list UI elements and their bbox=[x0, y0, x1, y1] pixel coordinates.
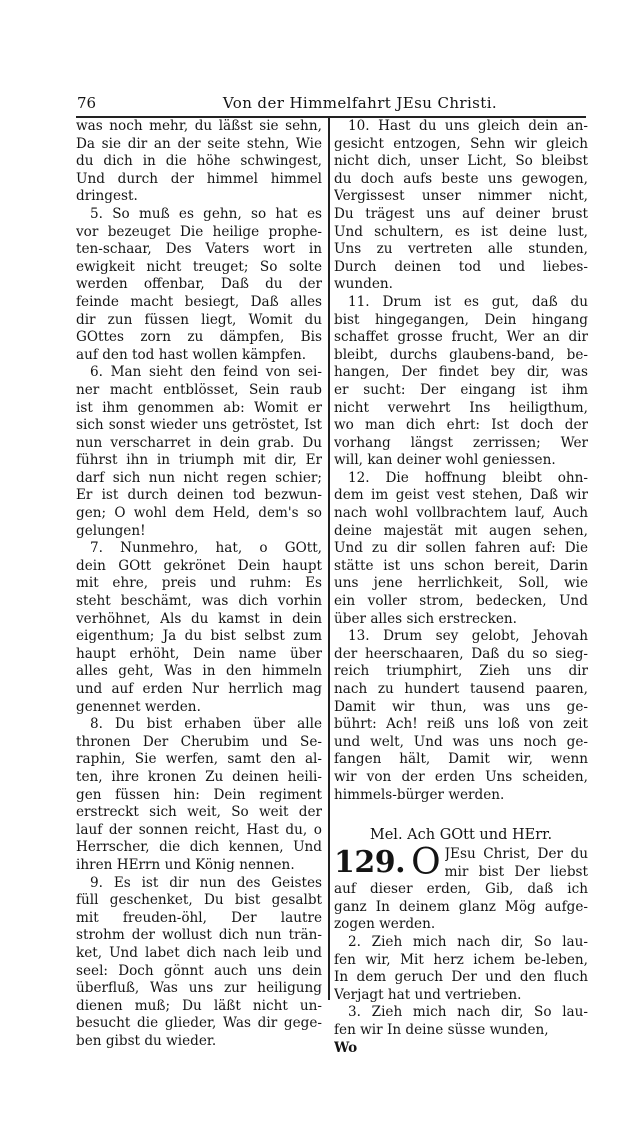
text-line: Da sie dir an der seite stehn, Wie bbox=[76, 135, 322, 152]
text-line: zogen werden. bbox=[334, 916, 436, 933]
text-line: auf den tod hast wollen kämpfen. bbox=[76, 346, 307, 363]
text-line: feinde macht besiegt, Daß alles bbox=[76, 293, 322, 310]
text-line: nach zu hundert tausend paaren, bbox=[334, 681, 588, 697]
text-line: führst ihn in triumph mit dir, Er bbox=[76, 452, 322, 469]
text-line: Uns zu vertreten alle stunden, bbox=[334, 241, 588, 258]
text-line: und auf erden Nur herrlich mag bbox=[76, 681, 322, 697]
right-column-text bbox=[334, 118, 588, 804]
text-line: bleibt, durchs glaubens-band, be- bbox=[334, 346, 588, 363]
text-line: überfluß, Was uns zur heiligung bbox=[76, 980, 322, 997]
text-line: besucht die glieder, Was dir gege- bbox=[76, 1015, 322, 1032]
text-line: Damit wir thun, was uns ge- bbox=[334, 698, 588, 715]
text-line: dem im geist vest stehen, Daß wir bbox=[334, 487, 588, 504]
text-line: gesicht entzogen, Sehn wir gleich bbox=[334, 135, 588, 152]
text-line: wir von der erden Uns scheiden, bbox=[334, 768, 588, 785]
left-column bbox=[76, 118, 322, 1050]
hymn-first-line: JEsu Christ, Der du bbox=[444, 846, 588, 863]
hymn-text bbox=[334, 881, 588, 1039]
text-line: uns jene herrlichkeit, Soll, wie bbox=[334, 575, 588, 592]
text-line: 6. Man sieht den feind von sei- bbox=[90, 364, 322, 381]
text-line: genennet werden. bbox=[76, 698, 201, 715]
text-line: fen wir, Mit herz ichem be-leben, bbox=[334, 951, 588, 968]
text-line: darf sich nun nicht regen schier; bbox=[76, 469, 322, 486]
text-line: verhöhnet, Als du kamst in dein bbox=[76, 610, 322, 627]
text-line: bührt: Ach! reiß uns loß von zeit bbox=[334, 716, 588, 733]
text-line: Herrscher, die dich kennen, Und bbox=[76, 839, 322, 856]
text-line: du dich in die höhe schwingest, bbox=[76, 153, 322, 170]
text-line: 11. Drum ist es gut, daß du bbox=[348, 293, 588, 310]
text-line: dein GOtt gekrönet Dein haupt bbox=[76, 557, 322, 574]
text-line: eigenthum; Ja du bist selbst zum bbox=[76, 628, 322, 645]
text-line: ben gibst du wieder. bbox=[76, 1032, 217, 1049]
hymn-first-line: mir bist Der liebst bbox=[444, 863, 588, 880]
text-line: ten, ihre kronen Zu deinen heili- bbox=[76, 768, 322, 785]
text-line: haupt erhöht, Dein name über bbox=[76, 645, 322, 662]
text-line: was noch mehr, du läßst sie sehn, bbox=[76, 118, 322, 134]
text-line: ket, Und labet dich nach leib und bbox=[76, 944, 322, 961]
text-line: thronen Der Cherubim und Se- bbox=[76, 733, 322, 750]
text-line: vorhang längst zerrissen; Wer bbox=[334, 434, 588, 451]
text-line: bist hingegangen, Dein hingang bbox=[334, 311, 588, 328]
text-line: sich sonst wieder uns getröstet, Ist bbox=[76, 417, 322, 434]
text-line: ein voller strom, bedecken, Und bbox=[334, 593, 588, 610]
text-line: nicht verwehrt Ins heiligthum, bbox=[334, 399, 588, 416]
text-line: er sucht: Der eingang ist ihm bbox=[334, 381, 588, 398]
text-line: alles geht, Was in den himmeln bbox=[76, 663, 322, 680]
text-line: lauf der sonnen reicht, Hast du, o bbox=[76, 821, 322, 838]
text-line: 7. Nunmehro, hat, o GOtt, bbox=[90, 540, 322, 557]
text-line: gen füssen hin: Dein regiment bbox=[76, 786, 322, 803]
drop-initial: O bbox=[411, 842, 441, 884]
text-line: füll geschenket, Du bist gesalbt bbox=[76, 892, 322, 909]
text-line: nicht dich, unser Licht, So bleibst bbox=[334, 153, 588, 170]
text-line: 13. Drum sey gelobt, Jehovah bbox=[348, 628, 588, 645]
text-line: dienen muß; Du läßt nicht un- bbox=[76, 997, 322, 1014]
text-line: ihren HErrn und König nennen. bbox=[76, 856, 295, 873]
text-line: der heerschaaren, Daß du so sieg- bbox=[334, 645, 588, 662]
text-line: Er ist durch deinen tod bezwun- bbox=[76, 487, 322, 504]
text-line: raphin, Sie werfen, samt den al- bbox=[76, 751, 322, 768]
hymn-first-lines bbox=[445, 846, 588, 881]
text-line: ewigkeit nicht treuget; So solte bbox=[76, 258, 322, 275]
text-line: will, kan deiner wohl geniessen. bbox=[334, 452, 556, 469]
text-line: dir zun füssen liegt, Womit du bbox=[76, 311, 322, 328]
right-column bbox=[334, 118, 588, 1057]
text-line: strohm der wollust dich nun trän- bbox=[76, 927, 322, 944]
text-line: Verjagt hat und vertrieben. bbox=[334, 986, 522, 1003]
text-line: mit ehre, preis und ruhm: Es bbox=[76, 575, 322, 592]
text-line: himmels-bürger werden. bbox=[334, 786, 505, 803]
melody-line: Mel. Ach GOtt und HErr. bbox=[369, 827, 553, 844]
text-line: mit freuden-öhl, Der lautre bbox=[76, 909, 322, 926]
text-line: nach wohl vollbrachtem lauf, Auch bbox=[334, 505, 588, 522]
text-line: 12. Die hoffnung bleibt ohn- bbox=[348, 469, 588, 486]
hymn-heading bbox=[334, 842, 588, 884]
text-line: du doch aufs beste uns gewogen, bbox=[334, 170, 588, 187]
running-head: Von der Himmelfahrt JEsu Christi. bbox=[222, 94, 498, 112]
text-line: reich triumphirt, Zieh uns dir bbox=[334, 663, 588, 680]
text-line: fangen hält, Damit wir, wenn bbox=[334, 751, 588, 768]
column-divider bbox=[328, 118, 330, 1000]
text-line: nun verscharret in dein grab. Du bbox=[76, 434, 322, 451]
text-line: 5. So muß es gehn, so hat es bbox=[90, 205, 322, 222]
text-line: 10. Hast du uns gleich dein an- bbox=[348, 118, 588, 134]
hymn-number: 129. bbox=[334, 845, 406, 881]
text-line: werden offenbar, Daß du der bbox=[76, 276, 322, 293]
text-line: 8. Du bist erhaben über alle bbox=[90, 716, 322, 733]
text-line: und welt, Und was uns noch ge- bbox=[334, 733, 588, 750]
catchword: Wo bbox=[334, 1039, 358, 1056]
text-line: stätte ist uns schon bereit, Darin bbox=[334, 557, 588, 574]
text-line: über alles sich erstrecken. bbox=[334, 610, 517, 627]
text-line: deine majestät mit augen sehen, bbox=[334, 522, 588, 539]
text-line: erstreckt sich weit, So weit der bbox=[76, 804, 322, 821]
page-number: 76 bbox=[77, 94, 97, 112]
text-line: wo man dich ehrt: Ist doch der bbox=[334, 417, 588, 434]
text-line: Du trägest uns auf deiner brust bbox=[334, 205, 588, 222]
text-line: In dem geruch Der und den fluch bbox=[334, 969, 588, 986]
text-line: steht beschämt, was dich vorhin bbox=[76, 593, 322, 610]
text-line: Durch deinen tod und liebes- bbox=[334, 258, 588, 275]
text-line: ist ihm genommen ab: Womit er bbox=[76, 399, 322, 416]
text-line: 3. Zieh mich nach dir, So lau- bbox=[348, 1004, 588, 1021]
text-line: GOttes zorn zu dämpfen, Bis bbox=[76, 329, 322, 346]
text-line: ner macht entblösset, Sein raub bbox=[76, 381, 322, 398]
spacer bbox=[334, 804, 588, 824]
text-line: Und schultern, es ist deine lust, bbox=[334, 223, 588, 240]
text-line: vor bezeuget Die heilige prophe- bbox=[76, 223, 322, 240]
text-line: gelungen! bbox=[76, 522, 146, 539]
text-line: Vergissest unser nimmer nicht, bbox=[334, 188, 588, 205]
text-line: seel: Doch gönnt auch uns dein bbox=[76, 962, 322, 979]
text-line: ganz In deinem glanz Mög aufge- bbox=[334, 898, 588, 915]
text-line: auf dieser erden, Gib, daß ich bbox=[334, 881, 588, 898]
text-line: 9. Es ist dir nun des Geistes bbox=[90, 874, 322, 891]
text-line: dringest. bbox=[76, 188, 138, 205]
text-line: Und zu dir sollen fahren auf: Die bbox=[334, 540, 588, 557]
text-line: 2. Zieh mich nach dir, So lau- bbox=[348, 933, 588, 950]
text-line: wunden. bbox=[334, 276, 393, 293]
text-line: gen; O wohl dem Held, dem's so bbox=[76, 505, 322, 522]
text-line: fen wir In deine süsse wunden, bbox=[334, 1021, 549, 1038]
text-line: hangen, Der findet bey dir, was bbox=[334, 364, 588, 381]
text-line: ten-schaar, Des Vaters wort in bbox=[76, 241, 322, 258]
text-line: Und durch der himmel himmel bbox=[76, 170, 322, 187]
text-line: schaffet grosse frucht, Wer an dir bbox=[334, 329, 588, 346]
